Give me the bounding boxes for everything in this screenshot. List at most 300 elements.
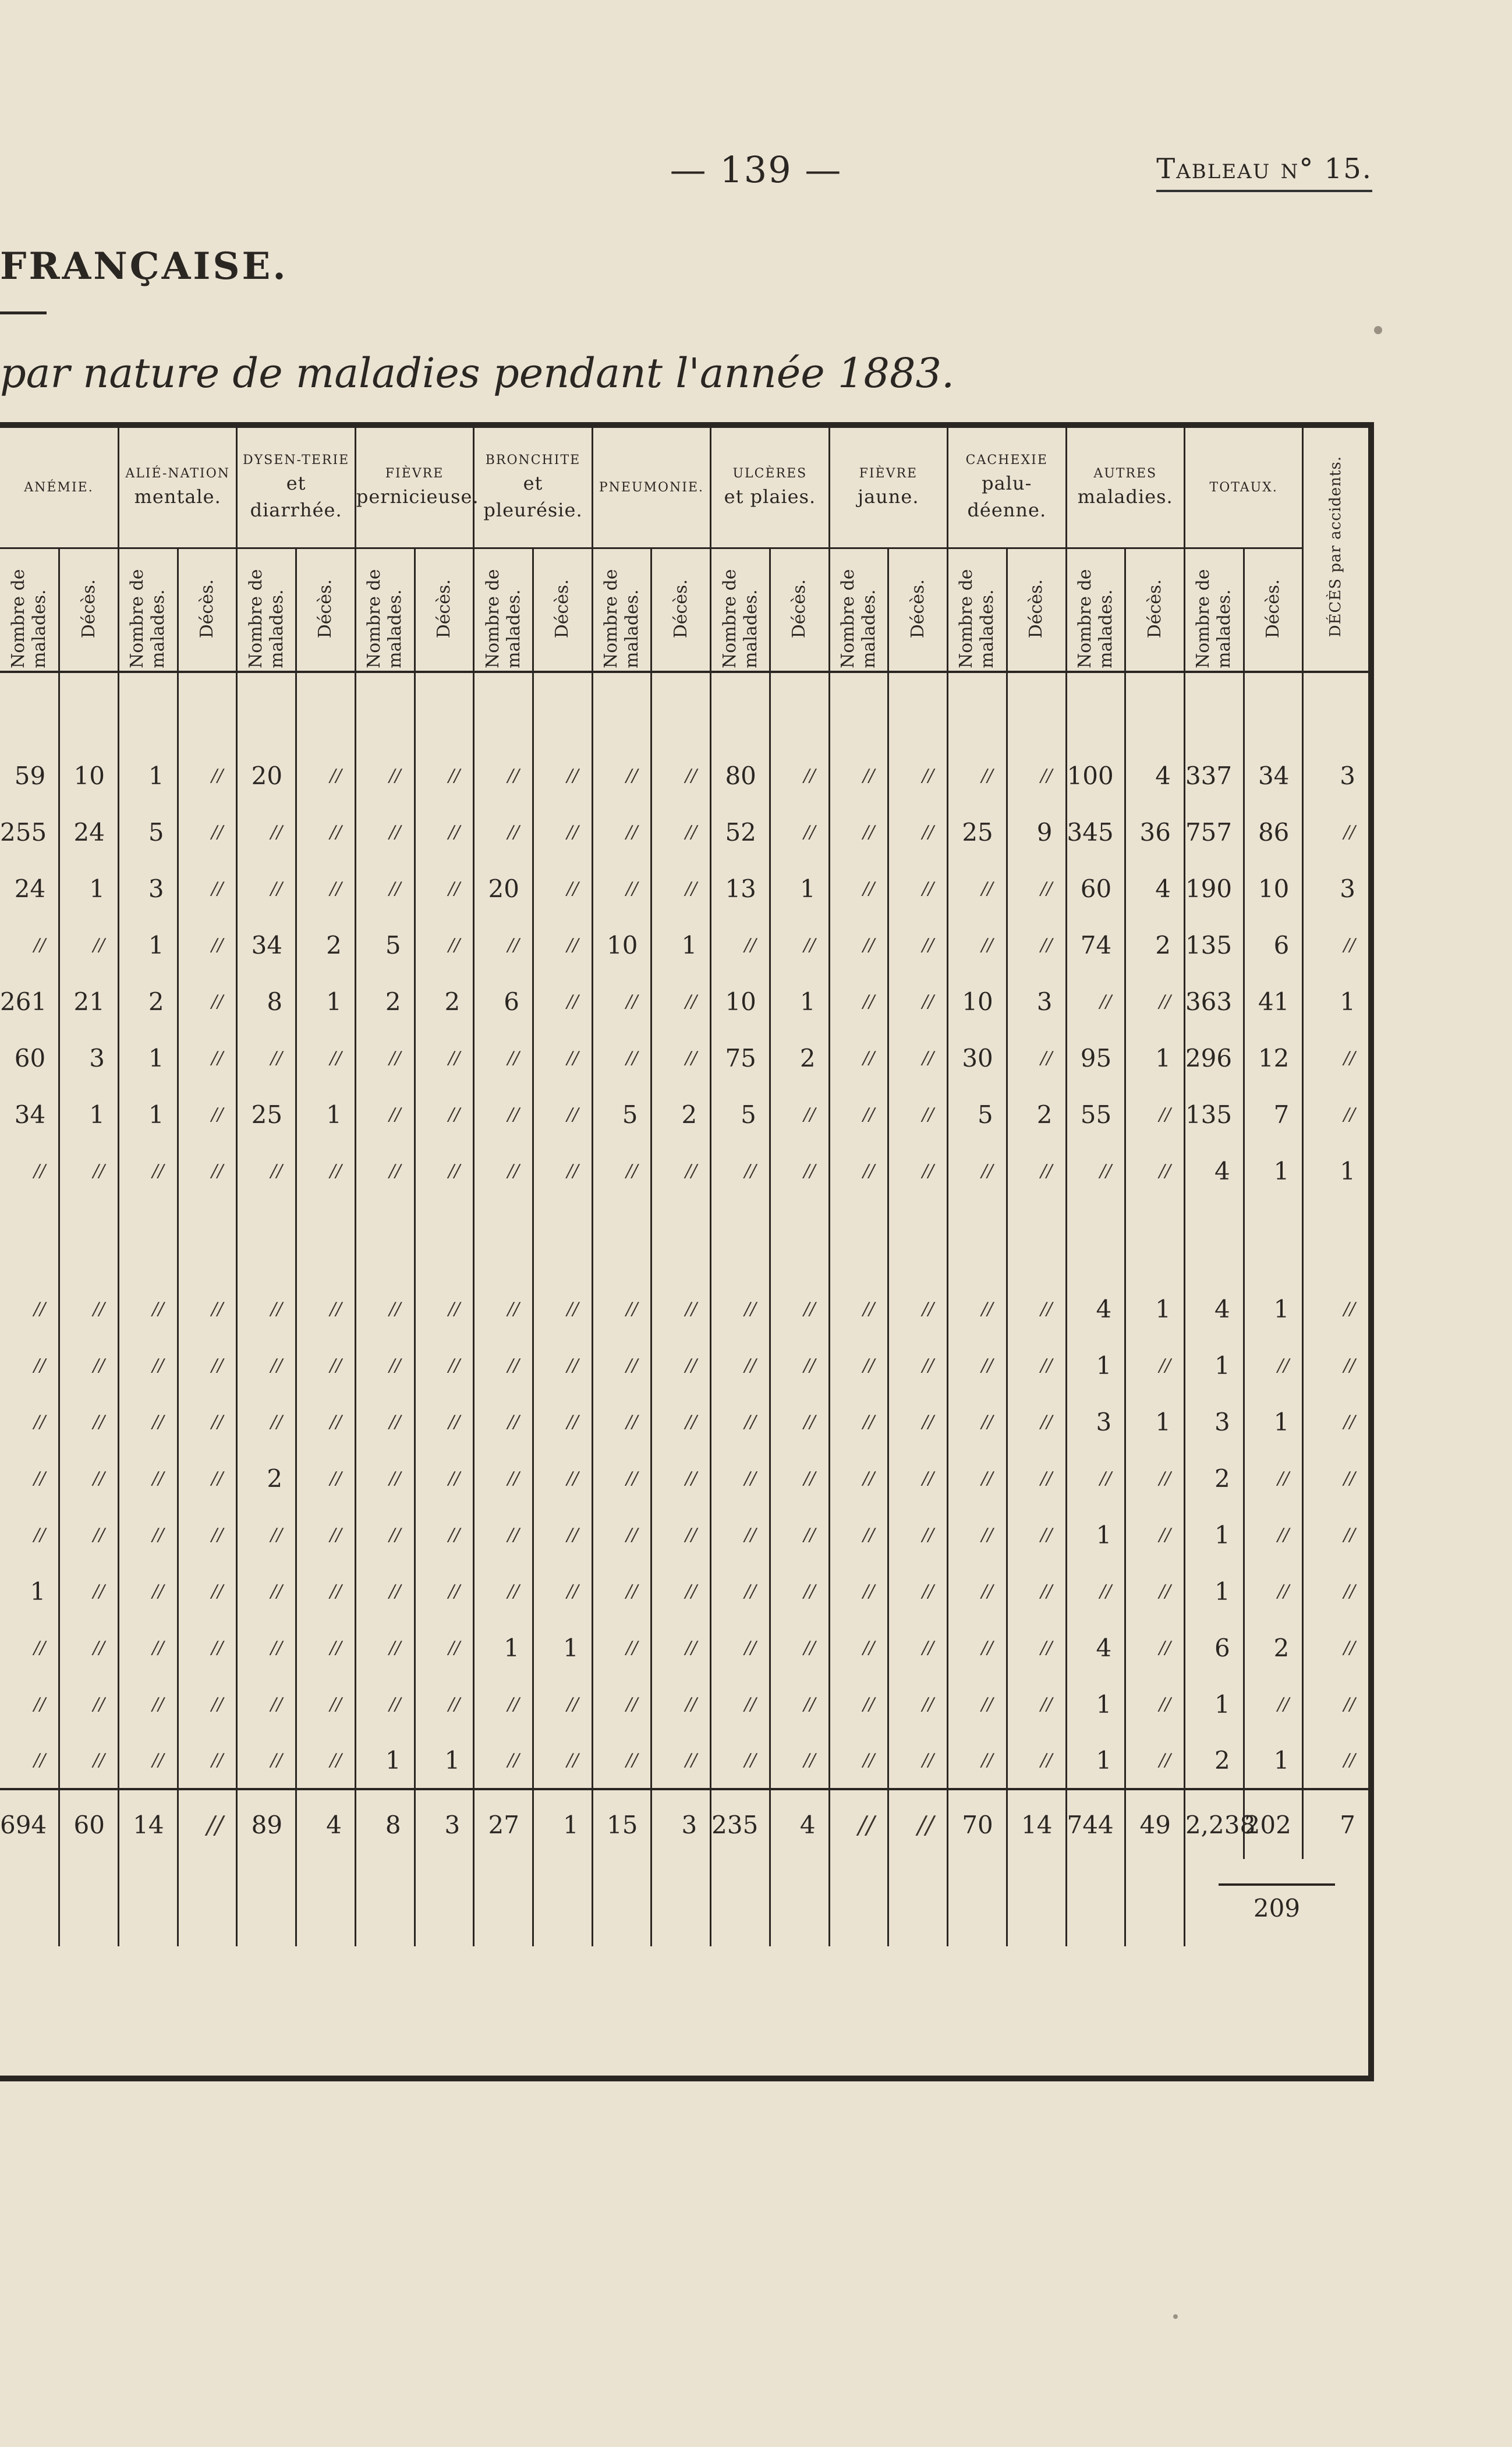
table-cell: [711, 1199, 770, 1281]
table-cell: [0, 672, 59, 748]
table-cell: //: [592, 804, 651, 860]
table-cell: [1125, 672, 1185, 748]
table-cell: //: [533, 1030, 593, 1086]
column-subheader: [415, 548, 474, 672]
column-subheader-label: Décès.: [433, 579, 454, 639]
table-cell: //: [415, 804, 474, 860]
table-row: [0, 1337, 1368, 1394]
column-group-header: [118, 428, 236, 548]
column-group-header: [237, 428, 355, 548]
table-cell: //: [1303, 1507, 1368, 1563]
table-cell: //: [34, 1355, 46, 1376]
table-cell: [770, 672, 829, 748]
column-subheader: [1125, 548, 1185, 672]
table-cell: //: [415, 1143, 474, 1199]
column-subheader-label: Décès.: [315, 579, 336, 639]
table-cell: [0, 1859, 59, 1946]
table-cell: //: [118, 1450, 178, 1507]
table-cell: //: [948, 1507, 1007, 1563]
table-row: [0, 1507, 1368, 1563]
table-cell: //: [178, 1507, 237, 1563]
table-cell: //: [711, 1676, 770, 1733]
column-subheader: [0, 548, 59, 672]
table-cell: 1: [1244, 1733, 1303, 1789]
table-cell: //: [888, 1030, 948, 1086]
table-cell: //: [1066, 1143, 1125, 1199]
table-cell: 255: [0, 818, 47, 847]
table-cell: //: [237, 1733, 296, 1789]
table-cell: 25: [237, 1086, 296, 1143]
table-cell: 1: [1066, 1507, 1125, 1563]
table-cell: //: [415, 1337, 474, 1394]
table-cell: 25: [948, 804, 1007, 860]
table-cell: //: [888, 1337, 948, 1394]
table-row: [0, 917, 1368, 973]
table-cell: 60: [14, 1044, 46, 1072]
table-cell: 36: [1125, 804, 1185, 860]
table-cell: //: [829, 973, 888, 1030]
table-cell: //: [533, 1563, 593, 1620]
table-cell: [0, 1199, 59, 1281]
table-cell: //: [770, 804, 829, 860]
table-cell: //: [296, 1620, 356, 1676]
table-cell: //: [59, 1620, 119, 1676]
table-cell: //: [770, 1281, 829, 1337]
table-cell: //: [829, 860, 888, 917]
table-cell: //: [178, 1620, 237, 1676]
column-group-header: [711, 428, 829, 548]
table-cell: 10: [711, 973, 770, 1030]
table-cell: //: [829, 1394, 888, 1450]
table-cell: [59, 672, 119, 748]
table-cell: //: [178, 804, 237, 860]
table-cell: [888, 672, 948, 748]
table-cell: //: [178, 748, 237, 804]
table-cell: 1: [474, 1620, 533, 1676]
table-cell: //: [1007, 1450, 1066, 1507]
column-group-header: [474, 428, 592, 548]
table-cell: //: [711, 1733, 770, 1789]
table-cell: //: [237, 860, 296, 917]
table-cell: //: [651, 973, 711, 1030]
column-subheader-label: Décès.: [907, 579, 928, 639]
table-cell: [1125, 1199, 1185, 1281]
table-cell: 1: [355, 1733, 415, 1789]
table-cell: //: [59, 1394, 119, 1450]
table-cell: //: [948, 917, 1007, 973]
table-cell: //: [1303, 1733, 1368, 1789]
grand-total-deces: 209: [1253, 1893, 1301, 1922]
table-cell: //: [296, 1450, 356, 1507]
table-cell: //: [1066, 1450, 1125, 1507]
table-cell: 55: [1066, 1086, 1125, 1143]
table-cell: //: [1007, 1030, 1066, 1086]
table-cell: //: [592, 973, 651, 1030]
table-row: [0, 748, 1368, 804]
table-cell: //: [237, 1394, 296, 1450]
table-cell: 1: [1125, 1281, 1185, 1337]
table-cell: 2: [355, 973, 415, 1030]
table-cell: //: [118, 1337, 178, 1394]
table-cell: 4: [1184, 1281, 1244, 1337]
column-subheader: [770, 548, 829, 672]
table-cell: [948, 1199, 1007, 1281]
table-cell: [59, 1859, 119, 1946]
table-cell: 1: [1303, 1143, 1368, 1199]
table-cell: 30: [948, 1030, 1007, 1086]
table-cell: //: [1244, 1337, 1303, 1394]
table-cell: //: [1303, 1281, 1368, 1337]
column-group-label: ULCÈRES: [732, 466, 808, 481]
table-cell: 27: [474, 1789, 533, 1859]
table-cell: [948, 1859, 1007, 1946]
table-cell: 1: [296, 973, 356, 1030]
table-cell: //: [829, 1563, 888, 1620]
table-cell: 135: [1184, 1086, 1244, 1143]
table-cell: 4: [1066, 1281, 1125, 1337]
table-cell: //: [711, 1620, 770, 1676]
table-cell: 75: [711, 1030, 770, 1086]
table-cell: 135: [1184, 917, 1244, 973]
table-cell: //: [237, 1676, 296, 1733]
column-group-sublabel: palu-déenne.: [967, 472, 1047, 522]
table-cell: //: [178, 1563, 237, 1620]
table-cell: //: [59, 1563, 119, 1620]
table-cell: //: [237, 1337, 296, 1394]
table-cell: //: [178, 1450, 237, 1507]
table-cell: 1: [1244, 1394, 1303, 1450]
table-cell: //: [592, 1507, 651, 1563]
table-cell: //: [1007, 1733, 1066, 1789]
table-cell: 2: [651, 1086, 711, 1143]
table-cell: //: [1303, 1563, 1368, 1620]
table-cell: //: [533, 1337, 593, 1394]
table-cell: //: [888, 1281, 948, 1337]
column-subheader-label: Décès.: [1263, 579, 1284, 639]
table-cell: //: [415, 748, 474, 804]
table-cell: //: [59, 1143, 119, 1199]
table-cell: //: [1303, 1620, 1368, 1676]
column-subheader-label: Décès.: [789, 579, 810, 639]
table-cell: //: [533, 860, 593, 917]
table-cell: //: [296, 1143, 356, 1199]
table-cell: 345: [1066, 804, 1125, 860]
table-cell: //: [711, 1143, 770, 1199]
table-cell: //: [355, 1620, 415, 1676]
disease-table-frame: [0, 422, 1374, 2081]
column-group-label: TOTAUX.: [1209, 480, 1278, 495]
table-cell: //: [1303, 804, 1368, 860]
table-cell: //: [118, 1143, 178, 1199]
table-cell: [296, 1199, 356, 1281]
table-cell: 3: [1007, 973, 1066, 1030]
table-cell: //: [592, 1281, 651, 1337]
table-cell: //: [474, 1394, 533, 1450]
table-cell: [296, 672, 356, 748]
table-cell: //: [888, 973, 948, 1030]
table-cell: //: [178, 1143, 237, 1199]
table-row: [0, 860, 1368, 917]
table-cell: //: [533, 1394, 593, 1450]
table-cell: 5: [711, 1086, 770, 1143]
table-cell: 1: [296, 1086, 356, 1143]
table-cell: //: [829, 1789, 888, 1859]
table-cell: //: [415, 1507, 474, 1563]
column-subheader-label: Nombre de malades.: [601, 569, 643, 668]
table-cell: [533, 672, 593, 748]
table-cell: [829, 672, 888, 748]
column-subheader-label: Décès.: [1026, 579, 1047, 639]
table-cell: 34: [237, 917, 296, 973]
table-cell: //: [474, 1281, 533, 1337]
table-cell: //: [829, 1620, 888, 1676]
table-cell: 5: [355, 917, 415, 973]
table-cell: //: [118, 1281, 178, 1337]
table-cell: [415, 1859, 474, 1946]
table-cell: 1: [1066, 1733, 1125, 1789]
table-cell: 8: [237, 973, 296, 1030]
table-cell: //: [59, 1733, 119, 1789]
table-cell: 60: [1066, 860, 1125, 917]
table-cell: [651, 1859, 711, 1946]
table-cell: //: [533, 917, 593, 973]
table-cell: [948, 672, 1007, 748]
table-cell: 41: [1244, 973, 1303, 1030]
column-subheader: [178, 548, 237, 672]
table-cell: //: [770, 1620, 829, 1676]
table-cell: //: [474, 1733, 533, 1789]
table-cell: //: [1244, 1450, 1303, 1507]
table-cell: //: [178, 1733, 237, 1789]
table-cell: 12: [1244, 1030, 1303, 1086]
column-subheader-label: Nombre de malades.: [1193, 569, 1235, 668]
table-cell: [237, 1199, 296, 1281]
table-cell: [1007, 672, 1066, 748]
table-cell: 2: [415, 973, 474, 1030]
table-row: [0, 1086, 1368, 1143]
table-cell: //: [888, 1086, 948, 1143]
table-cell: 34: [14, 1100, 46, 1129]
table-cell: [1303, 1199, 1368, 1281]
table-cell: //: [178, 1394, 237, 1450]
table-cell: 296: [1184, 1030, 1244, 1086]
table-cell: //: [948, 1450, 1007, 1507]
table-cell: [592, 672, 651, 748]
table-row: [0, 1450, 1368, 1507]
column-subheader: [651, 548, 711, 672]
table-cell: 235: [711, 1789, 770, 1859]
table-cell: //: [770, 1394, 829, 1450]
table-cell: 80: [711, 748, 770, 804]
table-cell: [1303, 672, 1368, 748]
column-subheader-label: Décès.: [1144, 579, 1165, 639]
column-group-header: [592, 428, 710, 548]
table-cell: 1: [59, 1086, 119, 1143]
table-cell: 1: [1184, 1337, 1244, 1394]
column-subheader: [59, 548, 119, 672]
table-cell: [888, 1199, 948, 1281]
table-cell: //: [651, 1507, 711, 1563]
table-cell: 1: [1244, 1143, 1303, 1199]
table-cell: 1: [1125, 1030, 1185, 1086]
table-cell: //: [888, 917, 948, 973]
table-cell: //: [1244, 1676, 1303, 1733]
table-cell: 3: [1303, 748, 1368, 804]
column-group-sublabel: et plaies.: [724, 486, 816, 508]
table-cell: //: [415, 917, 474, 973]
table-cell: //: [533, 1086, 593, 1143]
table-cell: 34: [1244, 748, 1303, 804]
column-subheader: [237, 548, 296, 672]
table-cell: //: [592, 1676, 651, 1733]
table-cell: //: [34, 1694, 46, 1715]
table-cell: //: [474, 1086, 533, 1143]
table-cell: //: [1007, 1676, 1066, 1733]
table-cell: //: [1007, 1281, 1066, 1337]
table-cell: //: [1303, 1394, 1368, 1450]
table-cell: 49: [1125, 1789, 1185, 1859]
table-cell: [1125, 1859, 1185, 1946]
table-cell: 261: [0, 987, 47, 1016]
table-cell: //: [533, 804, 593, 860]
page-number: — 139 —: [670, 148, 842, 191]
table-cell: //: [474, 804, 533, 860]
disease-table: [0, 428, 1368, 1946]
table-cell: [651, 672, 711, 748]
table-cell: 3: [59, 1030, 119, 1086]
table-cell: //: [770, 1676, 829, 1733]
table-cell: 2: [1244, 1620, 1303, 1676]
table-cell: //: [1125, 1676, 1185, 1733]
table-cell: 5: [592, 1086, 651, 1143]
column-group-header: [1066, 428, 1184, 548]
table-cell: //: [415, 1450, 474, 1507]
table-cell: //: [59, 1676, 119, 1733]
table-cell: [474, 672, 533, 748]
table-cell: 89: [237, 1789, 296, 1859]
table-cell: 7: [1244, 1086, 1303, 1143]
table-cell: 6: [474, 973, 533, 1030]
table-cell: 6: [1184, 1620, 1244, 1676]
table-cell: 70: [948, 1789, 1007, 1859]
table-cell: //: [296, 1281, 356, 1337]
table-cell: 1: [1066, 1337, 1125, 1394]
column-group-header: [1184, 428, 1302, 548]
table-cell: 60: [59, 1789, 119, 1859]
table-cell: //: [34, 1412, 46, 1432]
table-cell: //: [355, 860, 415, 917]
table-cell: 5: [948, 1086, 1007, 1143]
table-row: [0, 1394, 1368, 1450]
table-cell: //: [711, 1563, 770, 1620]
column-group-sublabel: mentale.: [134, 486, 221, 508]
table-cell: 1: [1066, 1676, 1125, 1733]
table-cell: //: [592, 748, 651, 804]
table-cell: //: [592, 1143, 651, 1199]
table-cell: [415, 672, 474, 748]
column-subheader: [829, 548, 888, 672]
table-cell: //: [474, 1030, 533, 1086]
table-cell: //: [592, 1563, 651, 1620]
table-row: [0, 1281, 1368, 1337]
table-cell: //: [829, 804, 888, 860]
table-cell: //: [178, 1030, 237, 1086]
table-cell: //: [118, 1733, 178, 1789]
column-subheader-label: Nombre de malades.: [245, 569, 287, 668]
table-cell: //: [415, 1281, 474, 1337]
table-cell: //: [296, 1563, 356, 1620]
table-cell: //: [355, 1450, 415, 1507]
column-subheader-label: Nombre de malades.: [719, 569, 761, 668]
table-cell: 1: [533, 1789, 593, 1859]
table-cell: 1: [59, 860, 119, 917]
table-cell: //: [1303, 1086, 1368, 1143]
table-cell: //: [1007, 917, 1066, 973]
table-cell: 3: [1066, 1394, 1125, 1450]
table-cell: //: [533, 748, 593, 804]
table-cell: //: [533, 1281, 593, 1337]
table-cell: //: [651, 804, 711, 860]
table-cell: 1: [533, 1620, 593, 1676]
table-cell: //: [474, 1337, 533, 1394]
table-cell: //: [59, 1507, 119, 1563]
table-cell: 21: [59, 973, 119, 1030]
table-cell: //: [829, 1143, 888, 1199]
table-cell: //: [948, 1143, 1007, 1199]
table-row: [0, 1563, 1368, 1620]
table-cell: //: [355, 1394, 415, 1450]
table-cell: 694: [0, 1789, 59, 1859]
table-cell: //: [651, 1143, 711, 1199]
table-cell: //: [296, 1337, 356, 1394]
table-cell: //: [888, 748, 948, 804]
table-cell: //: [296, 804, 356, 860]
column-subheader: [888, 548, 948, 672]
table-cell: //: [118, 1394, 178, 1450]
table-cell: 363: [1184, 973, 1244, 1030]
grand-total-row: [0, 1859, 1368, 1946]
deces-accidents-label: DÉCÈS par accidents.: [1327, 455, 1345, 638]
table-cell: //: [711, 1450, 770, 1507]
column-subheader-label: Nombre de malades.: [837, 569, 879, 668]
table-cell: [651, 1199, 711, 1281]
table-cell: //: [1125, 1143, 1185, 1199]
table-cell: //: [474, 1143, 533, 1199]
table-cell: [237, 672, 296, 748]
table-cell: [1244, 1199, 1303, 1281]
table-cell: //: [237, 1507, 296, 1563]
table-cell: 3: [118, 860, 178, 917]
grand-total-cell: [1184, 1859, 1368, 1946]
table-cell: [1007, 1199, 1066, 1281]
table-cell: 2: [237, 1450, 296, 1507]
table-cell: //: [829, 1337, 888, 1394]
table-cell: [178, 1859, 237, 1946]
table-cell: //: [948, 860, 1007, 917]
paper-speck: [1173, 2314, 1178, 2319]
table-cell: //: [118, 1676, 178, 1733]
table-cell: [296, 1859, 356, 1946]
table-cell: //: [1007, 1337, 1066, 1394]
table-cell: //: [948, 1394, 1007, 1450]
table-cell: //: [948, 1337, 1007, 1394]
column-subheader: [1066, 548, 1125, 672]
table-cell: //: [178, 1281, 237, 1337]
table-cell: 744: [1066, 1789, 1125, 1859]
table-cell: //: [355, 1143, 415, 1199]
table-cell: //: [34, 1161, 46, 1181]
table-cell: [888, 1859, 948, 1946]
